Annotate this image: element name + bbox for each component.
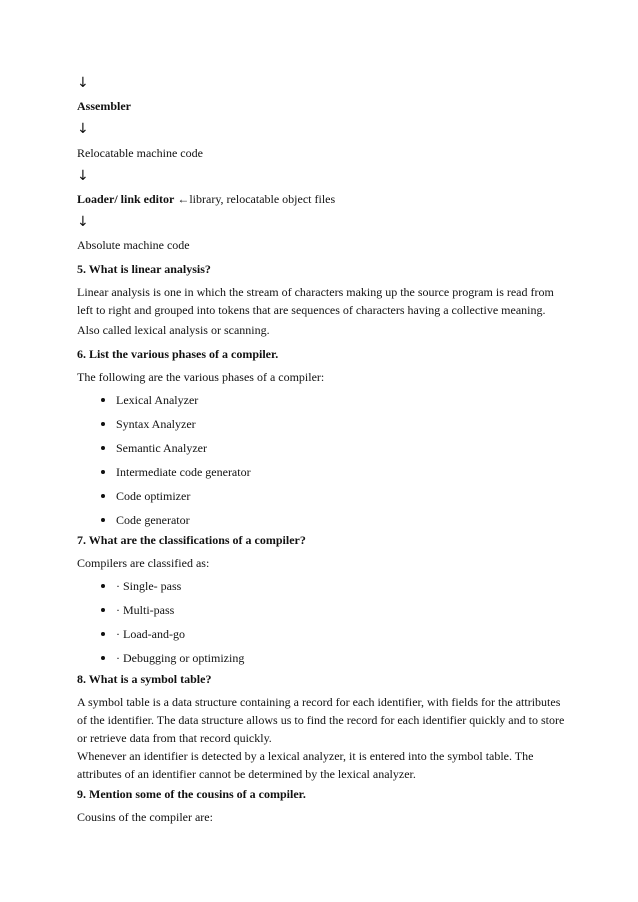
- list-item: · Load-and-go: [77, 626, 244, 642]
- list-item: Semantic Analyzer: [77, 440, 251, 456]
- absolute-label: Absolute machine code: [77, 238, 190, 252]
- down-arrow-3: ↓: [77, 168, 89, 184]
- down-arrow-1: ↓: [77, 75, 89, 91]
- loader-inputs: ←library, relocatable object files: [174, 192, 336, 206]
- q9-heading: 9. Mention some of the cousins of a compiler.: [77, 787, 306, 801]
- list-item: Intermediate code generator: [77, 464, 251, 480]
- classifications-list: [77, 578, 244, 666]
- relocatable-label: Relocatable machine code: [77, 146, 203, 160]
- assembler-label: Assembler: [77, 99, 131, 113]
- q6-list-anchor: [0, 392, 1, 393]
- list-item: Lexical Analyzer: [77, 392, 251, 408]
- q7-intro: Compilers are classified as:: [77, 556, 210, 570]
- down-arrow-2: ↓: [77, 121, 89, 137]
- list-item: · Single- pass: [77, 578, 244, 594]
- down-arrow-4: ↓: [77, 214, 89, 230]
- q6-heading: 6. List the various phases of a compiler.: [77, 347, 279, 361]
- q5-heading: 5. What is linear analysis?: [77, 262, 211, 276]
- q7-heading: 7. What are the classifications of a compiler?: [77, 533, 306, 547]
- list-item: Code generator: [77, 512, 251, 528]
- q8-paragraph-1: A symbol table is a data structure containing a record for each identifier, with fields for the attributes of the identifier. The data structure allows us to find the record for each identifier quickly and to store or retrieve data from that record quickly.: [77, 695, 565, 745]
- q6-intro: The following are the various phases of a compiler:: [77, 370, 325, 384]
- list-item: · Multi-pass: [77, 602, 244, 618]
- q8-paragraph-2: Whenever an identifier is detected by a lexical analyzer, it is entered into the symbol table. The attributes of an identifier cannot be determined by the lexical analyzer.: [77, 749, 534, 781]
- q5-paragraph-2: Also called lexical analysis or scanning.: [77, 323, 270, 337]
- list-item: · Debugging or optimizing: [77, 650, 244, 666]
- loader-line: [77, 191, 567, 207]
- q8-heading: 8. What is a symbol table?: [77, 672, 212, 686]
- list-item: Code optimizer: [77, 488, 251, 504]
- loader-label: Loader/ link editor: [77, 192, 175, 206]
- phases-list: [77, 392, 251, 528]
- list-item: Syntax Analyzer: [77, 416, 251, 432]
- q9-intro: Cousins of the compiler are:: [77, 810, 213, 824]
- q5-paragraph-1: Linear analysis is one in which the stream of characters making up the source program is read from left to right and grouped into tokens that are sequences of characters having a collective meaning.: [77, 285, 554, 317]
